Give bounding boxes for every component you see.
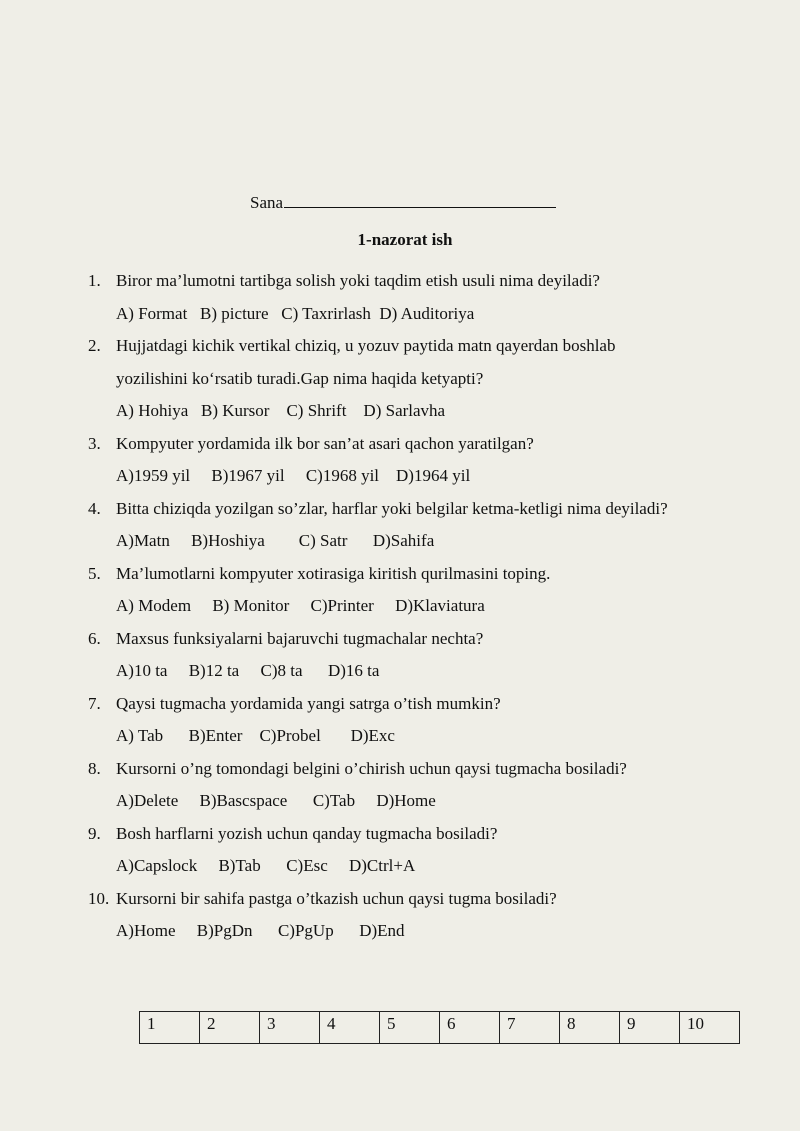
answer-cell-9: 9 <box>620 1012 680 1044</box>
question-options: A)Matn B)Hoshiya C) Satr D)Sahifa <box>116 531 435 550</box>
question-text: 4. Bitta chiziqda yozilgan so’zlar, harflar yoki belgilar ketma-ketligi nima deyiladi? <box>88 493 778 526</box>
question-number: 9. <box>88 823 101 843</box>
question-6 <box>88 623 778 688</box>
question-text: 9. Bosh harflarni yozish uchun qanday tugmacha bosiladi? <box>88 818 778 851</box>
question-text: 7. Qaysi tugmacha yordamida yangi satrga o’tish mumkin? <box>88 688 778 721</box>
question-text: 1. Biror ma’lumotni tartibga solish yoki taqdim etish usuli nima deyiladi? <box>88 265 778 298</box>
question-10 <box>88 883 778 948</box>
question-text: 6. Maxsus funksiyalarni bajaruvchi tugmachalar nechta? <box>88 623 778 656</box>
question-number: 7. <box>88 693 101 713</box>
question-7 <box>88 688 778 753</box>
question-number: 2. <box>88 336 101 355</box>
question-options: A)Delete B)Bascspace C)Tab D)Home <box>116 791 436 810</box>
question-2 <box>88 330 778 428</box>
answer-cell-7: 7 <box>500 1012 560 1044</box>
question-options: A) Format B) picture C) Taxrirlash D) Auditoriya <box>116 303 475 323</box>
question-number: 5. <box>88 563 101 583</box>
question-4 <box>88 493 778 558</box>
date-label: Sana <box>250 193 284 212</box>
answer-cell-10: 10 <box>680 1012 740 1044</box>
page-title: 1-nazorat ish <box>357 230 453 249</box>
date-field <box>250 191 556 213</box>
question-number: 3. <box>88 433 101 453</box>
answer-cell-5: 5 <box>380 1012 440 1044</box>
question-options: A)Capslock B)Tab C)Esc D)Ctrl+A <box>116 856 416 875</box>
question-9 <box>88 818 778 883</box>
question-number: 4. <box>88 498 101 518</box>
question-options: A)Home B)PgDn C)PgUp D)End <box>116 921 405 940</box>
question-options: A) Modem B) Monitor C)Printer D)Klaviatura <box>116 596 485 615</box>
question-options: A)10 ta B)12 ta C)8 ta D)16 ta <box>116 661 380 680</box>
question-number: 1. <box>88 271 101 290</box>
question-number: 10. <box>88 888 110 908</box>
question-8 <box>88 753 778 818</box>
answer-cell-4: 4 <box>320 1012 380 1044</box>
answer-cell-2: 2 <box>200 1012 260 1044</box>
question-1 <box>88 265 778 330</box>
question-options: A) Hohiya B) Kursor C) Shrift D) Sarlavha <box>116 401 446 420</box>
question-text: 2. Hujjatdagi kichik vertikal chiziq, u yozuv paytida matn qayerdan boshlab <box>88 330 778 363</box>
question-text: 3. Kompyuter yordamida ilk bor san’at asari qachon yaratilgan? <box>88 428 778 461</box>
answer-cell-1: 1 <box>140 1012 200 1044</box>
question-5 <box>88 558 778 623</box>
question-number: 8. <box>88 758 101 778</box>
answer-grid <box>139 1011 740 1044</box>
question-number: 6. <box>88 628 101 648</box>
answer-cell-3: 3 <box>260 1012 320 1044</box>
question-text: 5. Ma’lumotlarni kompyuter xotirasiga kiritish qurilmasini toping. <box>88 558 778 591</box>
question-list <box>88 265 778 948</box>
question-text: 10. Kursorni bir sahifa pastga o’tkazish uchun qaysi tugma bosiladi? <box>88 883 778 916</box>
question-text: 8. Kursorni o’ng tomondagi belgini o’chirish uchun qaysi tugmacha bosiladi? <box>88 753 778 786</box>
answer-grid-row <box>140 1012 740 1044</box>
date-blank-line <box>284 191 556 208</box>
answer-cell-8: 8 <box>560 1012 620 1044</box>
question-3 <box>88 428 778 493</box>
question-options: A)1959 yil B)1967 yil C)1968 yil D)1964 yil <box>116 466 471 485</box>
answer-cell-6: 6 <box>440 1012 500 1044</box>
question-text-continued: yozilishini ko‘rsatib turadi.Gap nima haqida ketyapti? <box>116 368 484 388</box>
question-options: A) Tab B)Enter C)Probel D)Exc <box>116 726 395 745</box>
